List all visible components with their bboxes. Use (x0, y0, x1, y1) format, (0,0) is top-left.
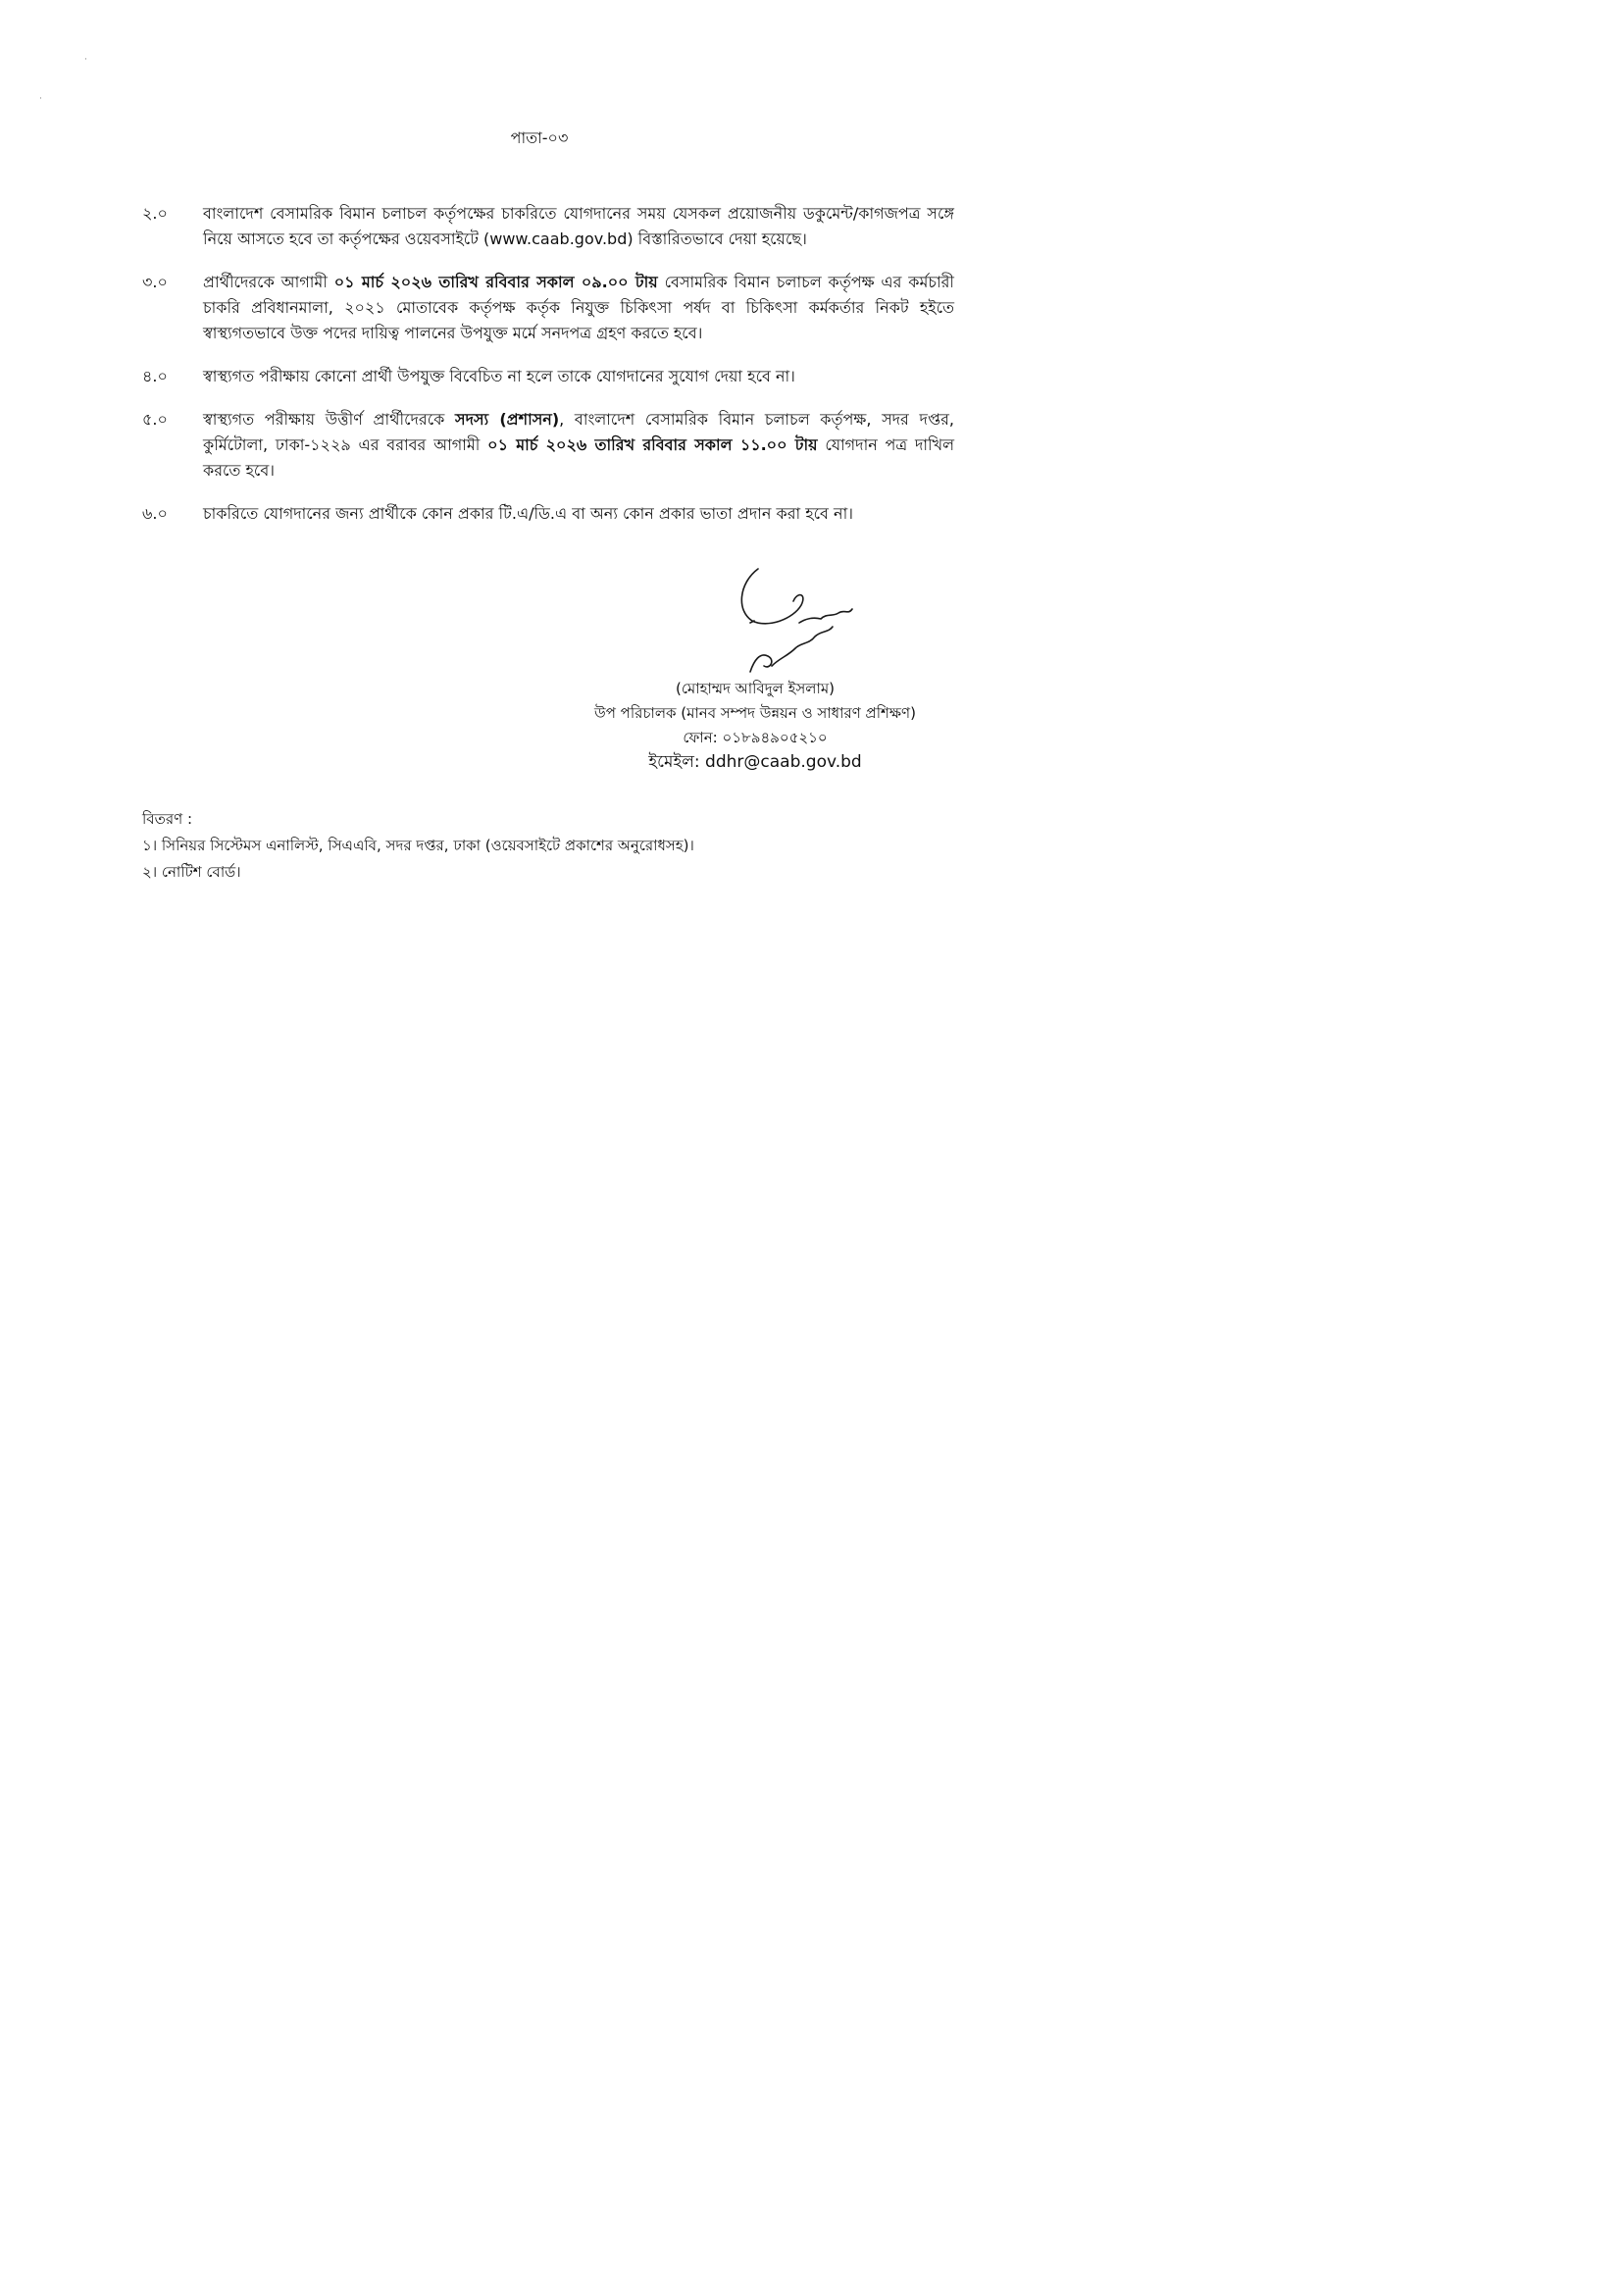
notice-item (142, 364, 954, 389)
signatory-phone: ফোন: ০১৮৯৪৯০৫২১০ (683, 729, 828, 746)
handwritten-signature (731, 564, 878, 682)
item-number: ৪.০ (142, 367, 168, 385)
distribution-title: বিতরণ : (142, 810, 193, 828)
item-text (203, 407, 954, 484)
item-text-part: বেসামরিক বিমান চলাচল কর্তৃপক্ষ এর কর্মচারী চাকরি প্রবিধানমালা, ২০২১ মোতাবেক কর্তৃপক্ষ কর্তৃক নিযুক্ত চিকিৎসা পর্ষদ বা চিকিৎসা কর্মকর্তার নিকট হইতে স্বাস্থ্যগতভাবে উক্ত পদের দায়িত্ব পালনের উপযুক্ত মর্মে সনদপত্র গ্রহণ করতে হবে। (203, 273, 954, 342)
item-text: স্বাস্থ্যগত পরীক্ষায় কোনো প্রার্থী উপযুক্ত বিবেচিত না হলে তাকে যোগদানের সুযোগ দেয়া হবে না। (203, 367, 795, 385)
distribution-list (142, 806, 927, 886)
page-number: পাতা-০৩ (510, 128, 569, 147)
distribution-item: ২। নোটিশ বোর্ড। (142, 863, 241, 881)
signatory-block (549, 677, 961, 775)
item-number: ২.০ (142, 204, 168, 223)
scan-speck: · (84, 55, 87, 65)
item-text: চাকরিতে যোগদানের জন্য প্রার্থীকে কোন প্রকার টি.এ/ডি.এ বা অন্য কোন প্রকার ভাতা প্রদান করা হবে না। (203, 504, 853, 523)
item-number: ৬.০ (142, 504, 168, 523)
distribution-item: ১। সিনিয়র সিস্টেমস এনালিস্ট, সিএএবি, সদর দপ্তর, ঢাকা (ওয়েবসাইটে প্রকাশের অনুরোধসহ)। (142, 837, 694, 854)
signatory-designation: উপ পরিচালক (মানব সম্পদ উন্নয়ন ও সাধারণ প্রশিক্ষণ) (594, 704, 916, 722)
item-text (203, 270, 954, 346)
item-bold-designation: সদস্য (প্রশাসন) (455, 410, 560, 429)
item-text: বাংলাদেশ বেসামরিক বিমান চলাচল কর্তৃপক্ষের চাকরিতে যোগদানের সময় যেসকল প্রয়োজনীয় ডকুমেন্ট/কাগজপত্র সঙ্গে নিয়ে আসতে হবে তা কর্তৃপক্ষের ওয়েবসাইটে (www.caab.gov.bd) বিস্তারিতভাবে দেয়া হয়েছে। (203, 204, 954, 248)
signatory-email: ইমেইল: ddhr@caab.gov.bd (648, 752, 862, 772)
item-number: ৩.০ (142, 273, 168, 291)
item-text-part: যোগদান পত্র দাখিল করতে হবে। (203, 435, 955, 480)
signatory-name: (মোহাম্মদ আবিদুল ইসলাম) (675, 680, 835, 697)
notice-item (142, 501, 954, 527)
notice-item (142, 201, 954, 252)
notice-item (142, 270, 954, 346)
item-text-part: প্রার্থীদেরকে আগামী (203, 273, 334, 291)
item-number: ৫.০ (142, 410, 168, 429)
notice-item (142, 407, 954, 484)
notice-items (142, 201, 954, 544)
item-bold-datetime: ০১ মার্চ ২০২৬ তারিখ রবিবার সকাল ১১.০০ টায় (487, 435, 818, 454)
item-text-part: , বাংলাদেশ বেসামরিক বিমান চলাচল কর্তৃপক্ষ, সদর দপ্তর, কুর্মিটোলা, ঢাকা-১২২৯ এর বরাবর আগামী (203, 410, 954, 454)
item-bold-datetime: ০১ মার্চ ২০২৬ তারিখ রবিবার সকাল ০৯.০০ টায় (333, 273, 658, 291)
scan-speck: · (39, 94, 42, 104)
item-text-part: স্বাস্থ্যগত পরীক্ষায় উত্তীর্ণ প্রার্থীদেরকে (203, 410, 456, 429)
